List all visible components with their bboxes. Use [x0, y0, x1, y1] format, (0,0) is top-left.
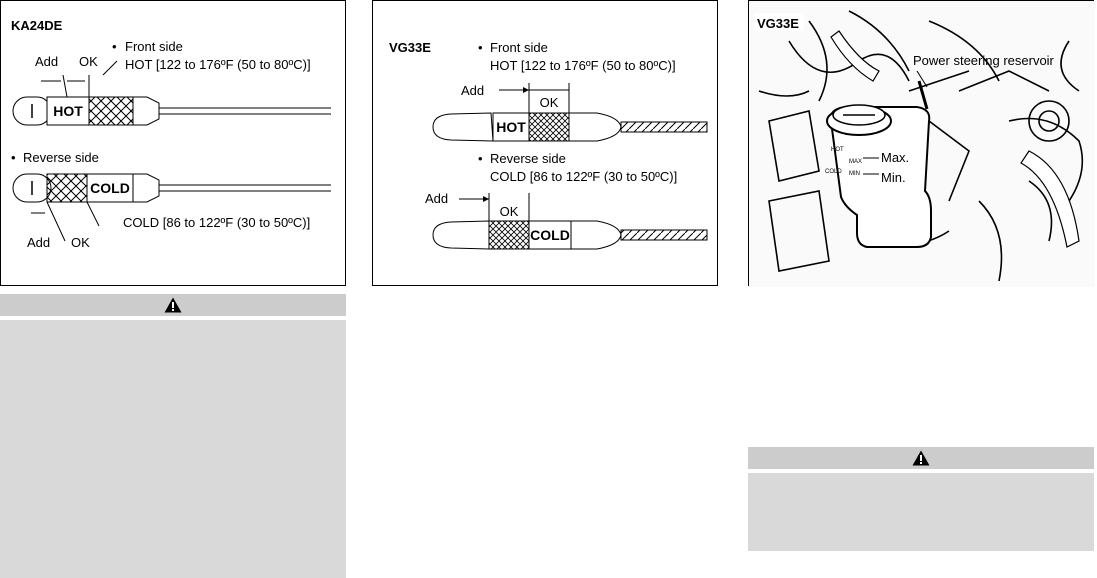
warning-header — [0, 294, 346, 316]
front-side-label: Front side — [125, 39, 183, 54]
ok-range-hatched — [47, 174, 87, 202]
ka24de-dipstick-diagram — [1, 1, 347, 287]
vg33e-dipstick-diagram — [373, 1, 719, 287]
bullet: • — [11, 150, 16, 165]
figure-code: VG33E — [757, 16, 799, 31]
dipstick-tip — [133, 97, 159, 125]
ok-range-hatched — [489, 221, 529, 249]
reverse-side-label: Reverse side — [23, 150, 99, 165]
dipstick-handle — [433, 221, 489, 249]
dipstick-tip — [569, 113, 621, 141]
min-label: Min. — [881, 170, 906, 185]
warning-body — [748, 473, 1094, 551]
warning-icon — [164, 297, 182, 313]
dipstick-wire — [621, 122, 707, 132]
warning-header — [748, 447, 1094, 469]
reverse-side-label: Reverse side — [490, 151, 566, 166]
figure-vg33e-dipstick — [372, 0, 718, 286]
max-label: Max. — [881, 150, 910, 165]
front-range-label: HOT [122 to 176ºF (50 to 80ºC)] — [125, 57, 311, 72]
add-label-bottom: Add — [27, 235, 51, 250]
cold-mark: COLD — [825, 169, 842, 175]
bullet: • — [112, 39, 117, 54]
ok-range-hatched — [529, 113, 569, 141]
hot-label: HOT — [496, 119, 526, 135]
bullet: • — [478, 151, 483, 166]
cold-label: COLD — [530, 227, 570, 243]
dipstick-tip — [133, 174, 159, 202]
hot-label: HOT — [53, 103, 83, 119]
figure-code: VG33E — [389, 40, 431, 55]
ok-label-bottom: OK — [499, 204, 519, 219]
figure-vg33e-reservoir — [748, 0, 1094, 286]
add-label-top: Add — [461, 83, 485, 98]
dipstick-wire — [621, 230, 707, 240]
ok-label-top: OK — [79, 54, 98, 69]
front-side-label: Front side — [490, 40, 548, 55]
figure-code: KA24DE — [11, 18, 63, 33]
add-label-bottom: Add — [425, 191, 449, 206]
reverse-range-label: COLD [86 to 122ºF (30 to 50ºC)] — [490, 169, 678, 184]
figure-ka24de — [0, 0, 346, 286]
add-label-top: Add — [35, 54, 59, 69]
ok-label-top: OK — [539, 95, 559, 110]
ok-range-hatched — [89, 97, 133, 125]
bullet: • — [478, 40, 483, 55]
cold-label: COLD — [90, 180, 130, 196]
engine-bay-illustration — [749, 1, 1095, 287]
reservoir-label: Power steering reservoir — [913, 53, 1054, 68]
warning-body — [0, 320, 346, 578]
max-mark: MAX — [849, 159, 863, 165]
dipstick-handle — [433, 113, 493, 141]
cold-range-label: COLD [86 to 122ºF (30 to 50ºC)] — [123, 215, 311, 230]
dipstick-tip — [571, 221, 621, 249]
warning-icon — [912, 450, 930, 466]
front-range-label: HOT [122 to 176ºF (50 to 80ºC)] — [490, 58, 676, 73]
min-mark: MIN — [849, 171, 860, 177]
ok-label-bottom: OK — [71, 235, 90, 250]
add-divider — [63, 75, 67, 97]
ok-divider — [87, 202, 99, 226]
hot-mark: HOT — [831, 147, 844, 153]
leader-line — [103, 61, 117, 75]
